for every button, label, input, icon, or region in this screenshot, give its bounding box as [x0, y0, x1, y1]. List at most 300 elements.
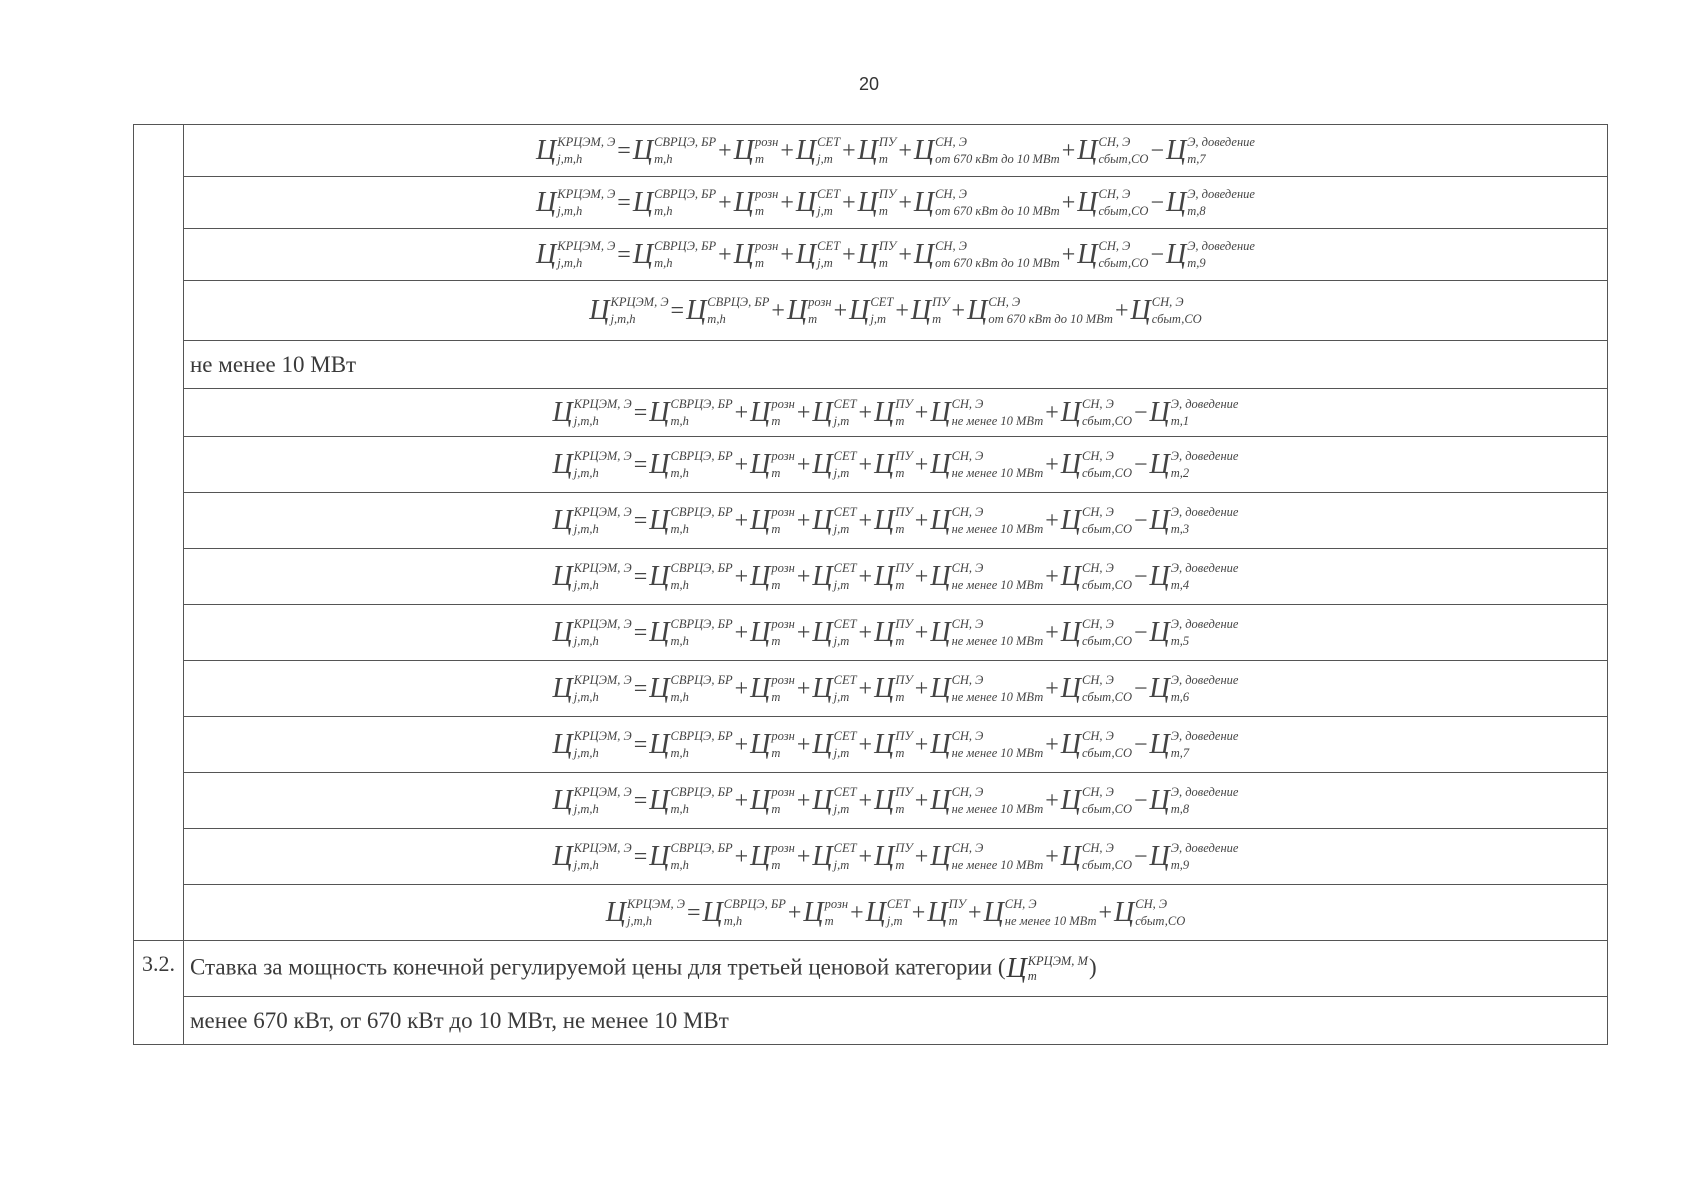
formula-superscript: ПУ: [932, 294, 950, 309]
formula-subscript: j,m,h: [557, 255, 583, 270]
formula-base-symbol: Ц: [536, 134, 557, 166]
formula-term: [812, 842, 856, 872]
category-label-cell: менее 670 кВт, от 670 кВт до 10 МВт, не менее 10 МВт: [184, 997, 1608, 1045]
formula-term: [874, 398, 913, 428]
formula-superscript: СН, Э: [1151, 294, 1184, 309]
formula-subscript: j,m: [833, 801, 850, 816]
formula-subscript: сбыт,СО: [1098, 151, 1149, 166]
price-formula: [535, 240, 1256, 270]
formula-subscript: не менее 10 МВт: [951, 745, 1044, 760]
price-formula: [552, 842, 1240, 872]
formula-subscript: j,m,h: [573, 633, 599, 648]
formula-term: [1150, 730, 1239, 760]
table-row: [134, 281, 1608, 341]
formula-subscript: от 670 кВт до 10 МВт: [935, 151, 1060, 166]
formula-term: [589, 296, 668, 326]
formula-term: [914, 136, 1060, 166]
category-label-cell: не менее 10 МВт: [184, 341, 1608, 389]
formula-base-symbol: Ц: [1149, 396, 1170, 428]
formula-term: [750, 562, 795, 592]
formula-scripts: [895, 786, 912, 816]
formula-base-symbol: Ц: [1149, 728, 1170, 760]
formula-base-symbol: Ц: [786, 294, 808, 326]
formula-term: [553, 842, 632, 872]
formula-base-symbol: Ц: [1077, 186, 1098, 218]
formula-base-symbol: Ц: [649, 396, 670, 428]
formula-base-symbol: Ц: [552, 396, 573, 428]
formula-subscript: от 670 кВт до 10 МВт: [988, 311, 1113, 326]
formula-term: [930, 450, 1043, 480]
formula-base-symbol: Ц: [649, 840, 670, 872]
formula-subscript: m,h: [670, 465, 689, 480]
formula-superscript: СН, Э: [1098, 186, 1131, 201]
formula-scripts: [755, 188, 778, 218]
formula-scripts: [895, 450, 912, 480]
formula-operator: +: [898, 241, 912, 268]
formula-scripts: [574, 562, 632, 592]
formula-operator: +: [796, 731, 811, 758]
formula-scripts: [1187, 188, 1255, 218]
formula-superscript: СН, Э: [951, 504, 984, 519]
formula-scripts: [574, 450, 632, 480]
formula-scripts: [988, 296, 1113, 326]
formula-operator: +: [780, 241, 794, 268]
formula-operator: −: [1150, 189, 1165, 216]
formula-superscript: ПУ: [878, 238, 897, 253]
formula-scripts: [834, 674, 857, 704]
formula-term: [874, 674, 913, 704]
formula-superscript: СН, Э: [1082, 504, 1114, 519]
formula-term: [874, 786, 913, 816]
formula-base-symbol: Ц: [913, 238, 935, 270]
formula-term: [1077, 188, 1148, 218]
formula-subscript: j,m: [833, 745, 850, 760]
formula-term: [1150, 674, 1239, 704]
formula-subscript: от 670 кВт до 10 МВт: [935, 255, 1060, 270]
formula-operator: =: [633, 451, 648, 478]
formula-term: [930, 506, 1043, 536]
table-row: [134, 773, 1608, 829]
formula-subscript: j,m,h: [573, 521, 599, 536]
formula-superscript: СН, Э: [1082, 448, 1114, 463]
formula-operator: −: [1134, 843, 1148, 870]
formula-subscript: сбыт,СО: [1135, 913, 1186, 928]
formula-base-symbol: Ц: [812, 616, 833, 648]
formula-term: [686, 296, 769, 326]
formula-term: [1061, 842, 1132, 872]
formula-superscript: СВРЦЭ, БР: [670, 448, 733, 463]
formula-subscript: сбыт,СО: [1082, 857, 1132, 872]
formula-superscript: СН, Э: [951, 728, 984, 743]
formula-base-symbol: Ц: [1060, 840, 1082, 872]
formula-subscript: m: [771, 465, 781, 480]
formula-cell: [184, 605, 1608, 661]
formula-term: [633, 136, 716, 166]
formula-base-symbol: Ц: [812, 504, 833, 536]
formula-scripts: [574, 618, 632, 648]
formula-term: [649, 506, 732, 536]
formula-subscript: m: [754, 203, 764, 218]
formula-superscript: Э, доведение: [1170, 840, 1239, 855]
formula-superscript: КРЦЭМ, Э: [557, 238, 616, 253]
formula-scripts: [1082, 450, 1132, 480]
formula-base-symbol: Ц: [930, 560, 951, 592]
formula-base-symbol: Ц: [1166, 238, 1187, 270]
formula-operator: +: [858, 507, 873, 534]
formula-superscript: ПУ: [895, 616, 913, 631]
formula-superscript: СН, Э: [988, 294, 1021, 309]
formula-superscript: ПУ: [895, 448, 913, 463]
formula-cell: [184, 281, 1608, 341]
formula-operator: +: [898, 137, 912, 164]
table-row: [134, 941, 1608, 997]
formula-scripts: [574, 842, 632, 872]
formula-term: [914, 188, 1060, 218]
formula-scripts: [574, 674, 632, 704]
formula-base-symbol: Ц: [750, 672, 771, 704]
formula-superscript: СВРЦЭ, БР: [670, 560, 733, 575]
formula-base-symbol: Ц: [874, 448, 895, 480]
formula-superscript: Э, доведение: [1170, 560, 1239, 575]
formula-scripts: [895, 506, 912, 536]
formula-term: [536, 240, 615, 270]
formula-base-symbol: Ц: [795, 134, 817, 166]
formula-superscript: СВРЦЭ, БР: [670, 728, 733, 743]
formula-superscript: СВРЦЭ, БР: [670, 396, 733, 411]
formula-term: [927, 898, 966, 928]
formula-scripts: [1099, 240, 1149, 270]
formula-term: [1061, 618, 1132, 648]
formula-term: [633, 188, 716, 218]
price-formula: [552, 450, 1240, 480]
formula-superscript: Э, доведение: [1187, 186, 1255, 201]
formula-scripts: [952, 618, 1044, 648]
formula-cell: [184, 717, 1608, 773]
formula-operator: −: [1134, 675, 1148, 702]
formula-operator: +: [914, 675, 929, 702]
formula-superscript: СЕТ: [833, 784, 857, 799]
formula-term: [649, 730, 732, 760]
formula-operator: +: [914, 843, 929, 870]
formula-operator: +: [734, 731, 749, 758]
formula-operator: +: [898, 189, 912, 216]
formula-scripts: [1187, 136, 1255, 166]
formula-operator: +: [796, 619, 811, 646]
formula-operator: +: [858, 619, 873, 646]
formula-base-symbol: Ц: [874, 504, 895, 536]
formula-base-symbol: Ц: [536, 238, 557, 270]
formula-operator: +: [1045, 399, 1059, 426]
formula-superscript: Э, доведение: [1187, 238, 1255, 253]
formula-scripts: [895, 674, 912, 704]
formula-scripts: [771, 398, 794, 428]
formula-base-symbol: Ц: [649, 448, 670, 480]
formula-superscript: розн: [808, 294, 832, 309]
formula-operator: −: [1150, 137, 1165, 164]
formula-base-symbol: Ц: [1060, 504, 1082, 536]
formula-subscript: m,h: [670, 689, 689, 704]
formula-superscript: СЕТ: [833, 560, 857, 575]
formula-operator: +: [858, 731, 873, 758]
formula-scripts: [1082, 562, 1132, 592]
formula-base-symbol: Ц: [812, 560, 833, 592]
formula-superscript: КРЦЭМ, Э: [610, 294, 669, 309]
formula-subscript: m,h: [670, 521, 689, 536]
formula-scripts: [952, 398, 1044, 428]
formula-scripts: [834, 450, 857, 480]
formula-subscript: j,m,h: [573, 801, 599, 816]
formula-term: [750, 450, 795, 480]
formula-term: [1061, 730, 1132, 760]
formula-cell: [184, 549, 1608, 605]
formula-superscript: ПУ: [895, 784, 913, 799]
formula-scripts: [949, 898, 966, 928]
formula-operator: −: [1134, 563, 1148, 590]
formula-base-symbol: Ц: [927, 896, 948, 928]
formula-scripts: [771, 842, 794, 872]
formula-scripts: [1082, 506, 1132, 536]
formula-base-symbol: Ц: [857, 134, 878, 166]
formula-subscript: m,8: [1170, 801, 1190, 816]
formula-base-symbol: Ц: [1006, 952, 1027, 984]
formula-operator: +: [842, 189, 856, 216]
formula-base-symbol: Ц: [930, 396, 951, 428]
formula-superscript: КРЦЭМ, М: [1027, 953, 1088, 968]
formula-term: [1150, 506, 1239, 536]
formula-subscript: m,h: [654, 203, 673, 218]
formula-scripts: [1082, 842, 1132, 872]
section-heading-cell: [184, 941, 1608, 997]
formula-scripts: [834, 398, 857, 428]
formula-subscript: j,m,h: [626, 913, 652, 928]
formula-scripts: [1099, 136, 1149, 166]
formula-scripts: [935, 240, 1060, 270]
formula-scripts: [817, 188, 840, 218]
formula-superscript: СВРЦЭ, БР: [670, 504, 733, 519]
formula-subscript: j,m,h: [573, 465, 599, 480]
formula-term: [796, 188, 840, 218]
formula-superscript: СЕТ: [833, 448, 857, 463]
formula-superscript: розн: [771, 448, 795, 463]
formula-operator: +: [780, 189, 794, 216]
formula-superscript: КРЦЭМ, Э: [573, 396, 632, 411]
formula-base-symbol: Ц: [1166, 134, 1187, 166]
formula-term: [1007, 953, 1088, 985]
formula-operator: +: [914, 731, 929, 758]
formula-scripts: [952, 674, 1044, 704]
formula-base-symbol: Ц: [1077, 238, 1098, 270]
formula-operator: −: [1134, 619, 1148, 646]
formula-subscript: не менее 10 МВт: [951, 465, 1044, 480]
formula-base-symbol: Ц: [812, 448, 833, 480]
formula-term: [1150, 842, 1239, 872]
formula-scripts: [834, 506, 857, 536]
formula-subscript: m,6: [1170, 689, 1190, 704]
formula-subscript: j,m: [833, 521, 850, 536]
formula-scripts: [1099, 188, 1149, 218]
formula-base-symbol: Ц: [649, 504, 670, 536]
formula-term: [930, 618, 1043, 648]
formula-subscript: m: [771, 577, 781, 592]
formula-scripts: [817, 136, 840, 166]
formula-scripts: [771, 450, 794, 480]
formula-operator: +: [858, 399, 873, 426]
formula-operator: +: [1045, 843, 1059, 870]
formula-operator: +: [796, 451, 811, 478]
formula-subscript: j,m: [833, 689, 850, 704]
formula-cell: [184, 493, 1608, 549]
formula-superscript: СЕТ: [833, 840, 857, 855]
formula-operator: +: [968, 899, 982, 926]
formula-cell: [184, 389, 1608, 437]
formula-base-symbol: Ц: [812, 672, 833, 704]
formula-base-symbol: Ц: [874, 560, 895, 592]
formula-base-symbol: Ц: [1060, 784, 1082, 816]
formula-term: [874, 618, 913, 648]
formula-superscript: розн: [771, 784, 795, 799]
formula-scripts: [1171, 398, 1239, 428]
formula-base-symbol: Ц: [849, 294, 870, 326]
formula-subscript: m,h: [670, 577, 689, 592]
formula-operator: −: [1150, 241, 1165, 268]
formula-base-symbol: Ц: [733, 186, 754, 218]
formula-superscript: ПУ: [895, 504, 913, 519]
formula-subscript: j,m,h: [557, 151, 583, 166]
formula-base-symbol: Ц: [632, 134, 654, 166]
formula-base-symbol: Ц: [930, 840, 951, 872]
formula-superscript: СЕТ: [870, 294, 894, 309]
formula-operator: +: [734, 843, 749, 870]
formula-base-symbol: Ц: [874, 616, 895, 648]
formula-subscript: m,8: [1187, 203, 1206, 218]
formula-operator: +: [718, 137, 732, 164]
formula-base-symbol: Ц: [1114, 896, 1135, 928]
formula-base-symbol: Ц: [1149, 504, 1170, 536]
formula-cell: [184, 125, 1608, 177]
formula-subscript: m: [754, 151, 764, 166]
table-row: [134, 389, 1608, 437]
formula-superscript: розн: [771, 560, 795, 575]
formula-subscript: m: [754, 255, 764, 270]
formula-base-symbol: Ц: [1060, 616, 1082, 648]
formula-scripts: [557, 240, 615, 270]
formula-base-symbol: Ц: [1149, 560, 1170, 592]
formula-superscript: КРЦЭМ, Э: [573, 784, 632, 799]
formula-term: [812, 730, 856, 760]
formula-base-symbol: Ц: [874, 672, 895, 704]
formula-operator: +: [734, 563, 749, 590]
formula-subscript: m: [771, 689, 781, 704]
formula-subscript: m: [824, 913, 834, 928]
formula-operator: +: [1114, 297, 1129, 324]
table-row: [134, 437, 1608, 493]
formula-term: [1114, 898, 1185, 928]
formula-base-symbol: Ц: [733, 238, 754, 270]
formula-term: [649, 398, 732, 428]
formula-subscript: m: [878, 203, 888, 218]
formula-base-symbol: Ц: [552, 616, 573, 648]
formula-superscript: СЕТ: [833, 672, 857, 687]
formula-superscript: ПУ: [895, 560, 913, 575]
formula-term: [812, 562, 856, 592]
formula-term: [553, 562, 632, 592]
formula-base-symbol: Ц: [874, 396, 895, 428]
formula-base-symbol: Ц: [702, 896, 723, 928]
formula-superscript: СН, Э: [935, 186, 967, 201]
formula-scripts: [671, 450, 733, 480]
formula-superscript: КРЦЭМ, Э: [573, 560, 632, 575]
formula-superscript: СН, Э: [951, 560, 984, 575]
formula-base-symbol: Ц: [812, 396, 833, 428]
formula-operator: +: [858, 787, 873, 814]
formula-base-symbol: Ц: [930, 504, 951, 536]
formula-term: [553, 398, 632, 428]
formula-term: [1061, 398, 1132, 428]
formula-term: [553, 618, 632, 648]
formula-operator: +: [1061, 189, 1076, 216]
formula-superscript: СН, Э: [1082, 396, 1114, 411]
formula-scripts: [1005, 898, 1097, 928]
formula-scripts: [887, 898, 910, 928]
formula-superscript: СН, Э: [951, 784, 984, 799]
formula-superscript: розн: [754, 134, 779, 149]
formula-base-symbol: Ц: [1060, 728, 1082, 760]
formula-scripts: [707, 296, 769, 326]
formula-term: [649, 786, 732, 816]
formula-subscript: не менее 10 МВт: [951, 633, 1044, 648]
formula-superscript: СН, Э: [1135, 896, 1168, 911]
formula-subscript: j,m: [833, 413, 850, 428]
table-row: [134, 341, 1608, 389]
formula-superscript: КРЦЭМ, Э: [573, 616, 632, 631]
formula-operator: +: [734, 787, 749, 814]
formula-scripts: [755, 136, 778, 166]
price-formula: [552, 506, 1240, 536]
formula-scripts: [879, 240, 896, 270]
formula-subscript: не менее 10 МВт: [1004, 913, 1097, 928]
formula-scripts: [671, 674, 733, 704]
formula-operator: +: [1045, 451, 1059, 478]
formula-subscript: m: [771, 745, 781, 760]
formula-superscript: ПУ: [895, 672, 913, 687]
formula-subscript: m,h: [654, 151, 673, 166]
formula-scripts: [952, 730, 1044, 760]
formula-scripts: [1082, 618, 1132, 648]
formula-term: [1131, 296, 1202, 326]
formula-scripts: [895, 842, 912, 872]
formula-superscript: СН, Э: [935, 134, 967, 149]
formula-superscript: СЕТ: [833, 504, 857, 519]
formula-operator: +: [911, 899, 926, 926]
formula-subscript: не менее 10 МВт: [951, 857, 1044, 872]
formula-term: [734, 188, 779, 218]
price-formula: [552, 786, 1240, 816]
formula-scripts: [834, 562, 857, 592]
formula-operator: +: [914, 619, 929, 646]
price-formula: [588, 296, 1202, 326]
formula-term: [849, 296, 893, 326]
formula-operator: +: [734, 675, 749, 702]
table-row: [134, 229, 1608, 281]
formula-operator: =: [670, 297, 685, 324]
formula-superscript: Э, доведение: [1170, 728, 1239, 743]
formula-base-symbol: Ц: [1060, 560, 1082, 592]
formula-subscript: j,m,h: [573, 577, 599, 592]
formula-term: [606, 898, 685, 928]
formula-superscript: СН, Э: [951, 448, 984, 463]
formula-superscript: СВРЦЭ, БР: [670, 840, 733, 855]
formula-term: [967, 296, 1113, 326]
